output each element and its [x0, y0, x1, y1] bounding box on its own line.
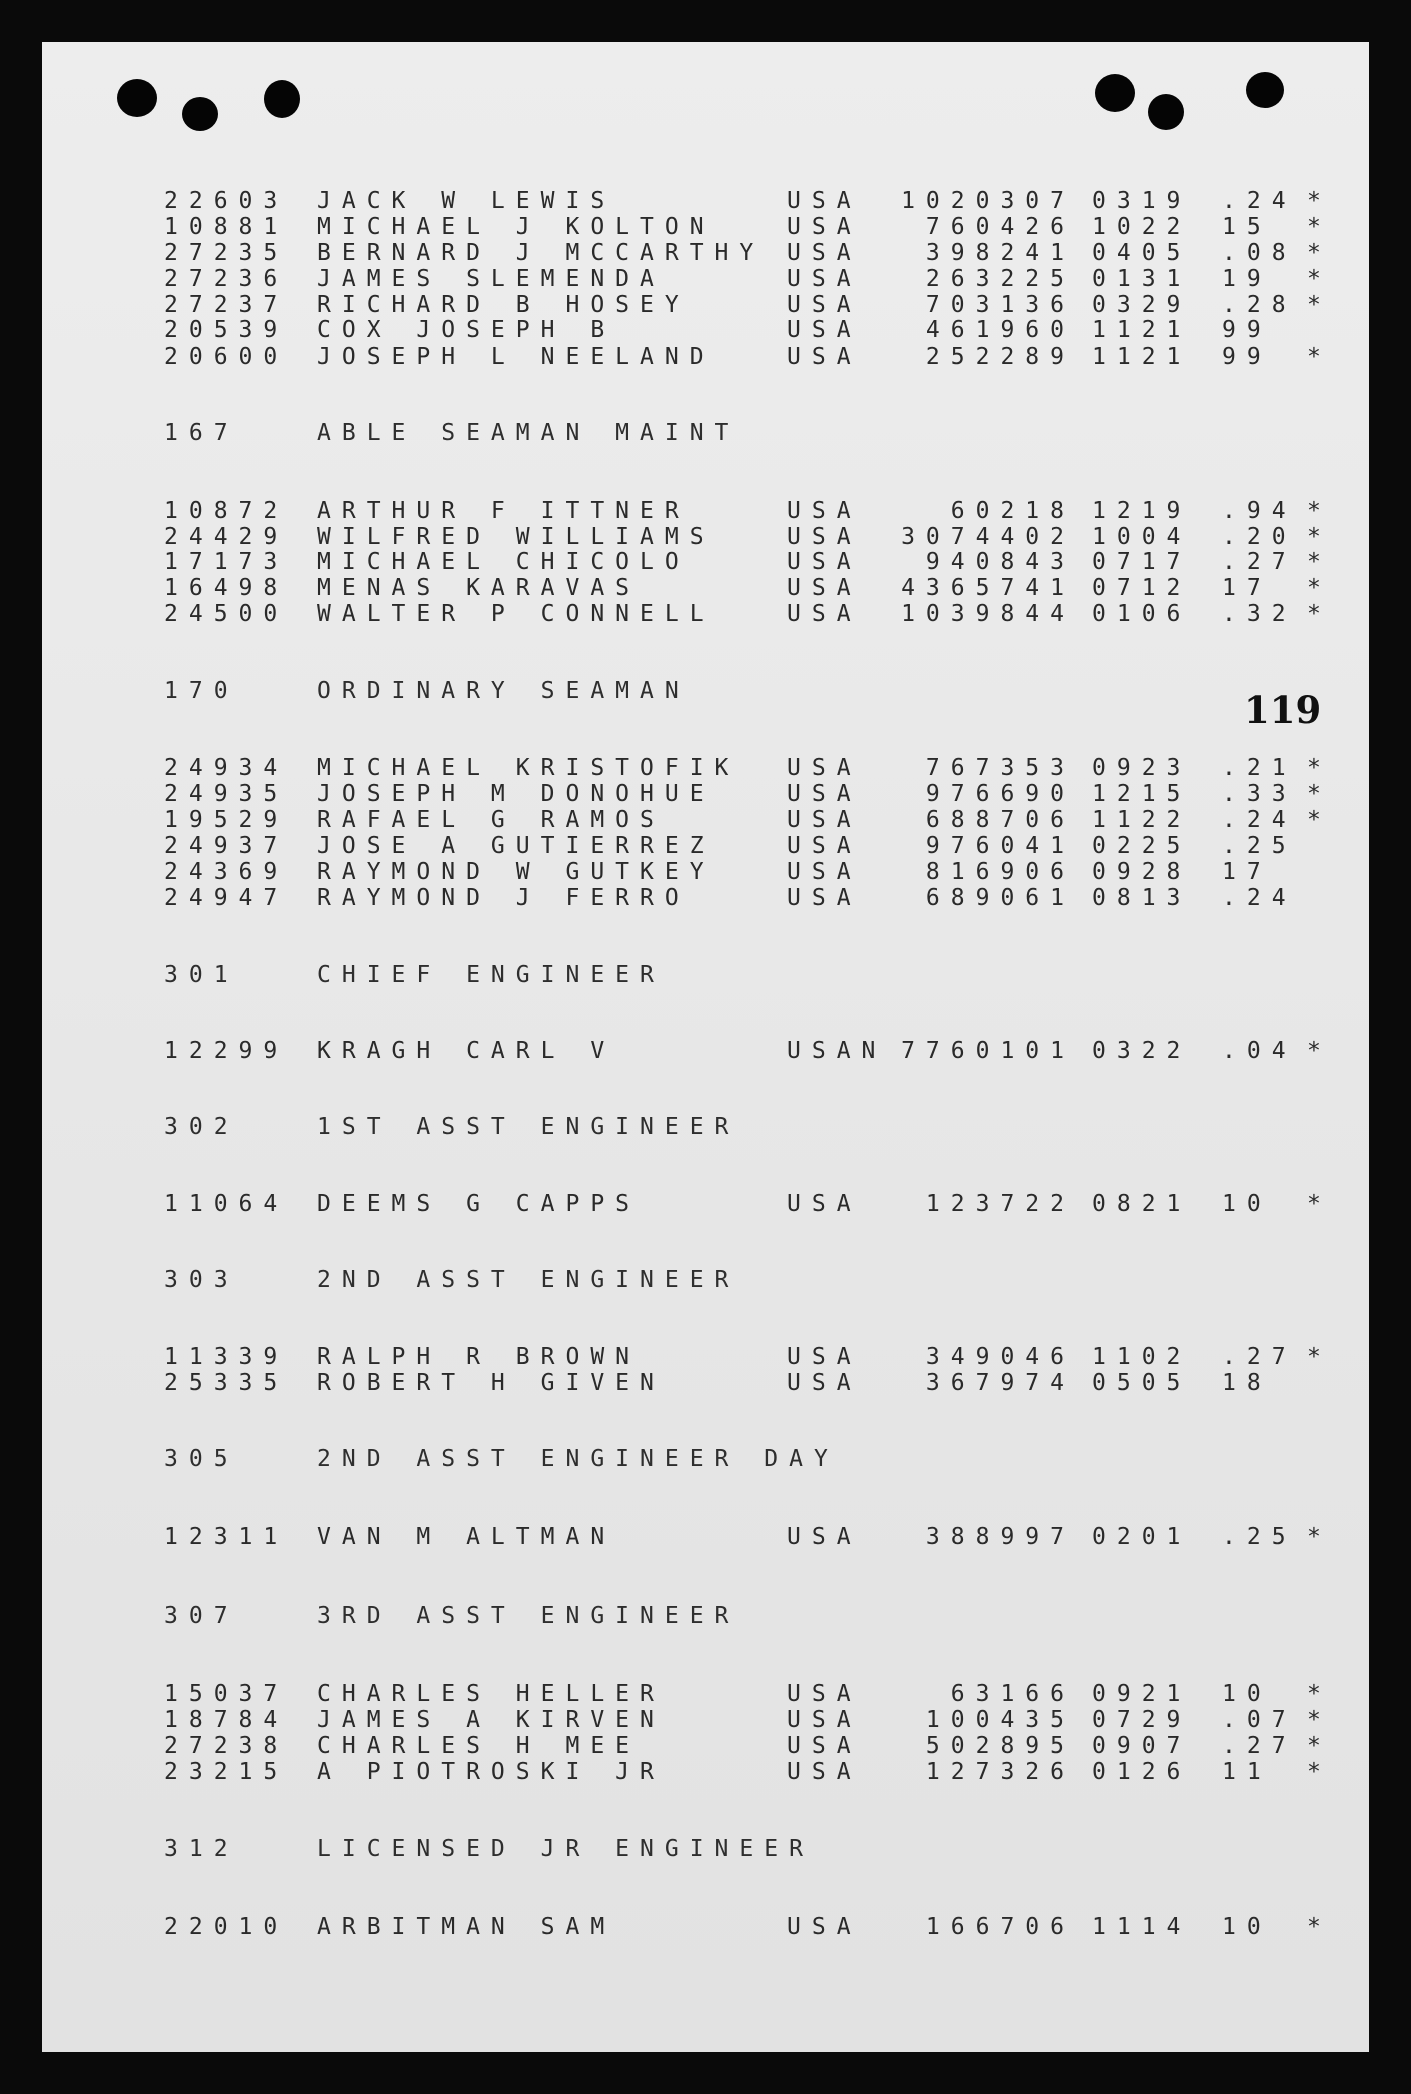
- crew-id: 12311: [164, 1524, 289, 1550]
- crew-number: 63166: [950, 1681, 1075, 1707]
- punch-hole: [1148, 94, 1184, 130]
- crew-code: 0821: [1092, 1191, 1192, 1217]
- section-title: LICENSED JR ENGINEER: [317, 1836, 814, 1862]
- crew-id: 24500: [164, 601, 289, 627]
- crew-id: 12299: [164, 1038, 289, 1064]
- section-title: 3RD ASST ENGINEER: [317, 1603, 740, 1629]
- section-title: CHIEF ENGINEER: [317, 962, 665, 988]
- crew-rate: 99: [1222, 344, 1272, 370]
- crew-flag: *: [1307, 524, 1321, 550]
- crew-id: 15037: [164, 1681, 289, 1707]
- crew-id: 11064: [164, 1191, 289, 1217]
- crew-nationality: USA: [787, 781, 862, 807]
- crew-code: 1114: [1092, 1914, 1192, 1940]
- crew-nationality: USA: [787, 1707, 862, 1733]
- crew-flag: *: [1307, 1524, 1321, 1550]
- crew-flag: *: [1307, 1707, 1321, 1733]
- crew-rate: 15: [1222, 214, 1272, 240]
- crew-code: 0505: [1092, 1370, 1192, 1396]
- crew-name: MICHAEL CHICOLO: [317, 549, 690, 575]
- crew-name: RALPH R BROWN: [317, 1344, 641, 1370]
- crew-flag: *: [1307, 755, 1321, 781]
- crew-flag: *: [1307, 549, 1321, 575]
- crew-name: MICHAEL KRISTOFIK: [317, 755, 740, 781]
- crew-rate: 10: [1222, 1914, 1272, 1940]
- crew-code: 1121: [1092, 344, 1192, 370]
- crew-id: 27236: [164, 266, 289, 292]
- crew-nationality: USA: [787, 240, 862, 266]
- crew-rate: .04: [1222, 1038, 1297, 1064]
- punch-hole: [1246, 72, 1284, 108]
- crew-code: 0907: [1092, 1733, 1192, 1759]
- crew-name: RAFAEL G RAMOS: [317, 807, 665, 833]
- crew-code: 0405: [1092, 240, 1192, 266]
- crew-rate: .27: [1222, 1733, 1297, 1759]
- crew-rate: 99: [1222, 317, 1272, 343]
- crew-nationality: USA: [787, 1524, 862, 1550]
- crew-code: 0717: [1092, 549, 1192, 575]
- crew-rate: 11: [1222, 1759, 1272, 1785]
- crew-id: 24937: [164, 833, 289, 859]
- crew-id: 11339: [164, 1344, 289, 1370]
- crew-id: 17173: [164, 549, 289, 575]
- section-code: 170: [164, 678, 239, 704]
- crew-flag: *: [1307, 601, 1321, 627]
- crew-number: 7760101: [901, 1038, 1075, 1064]
- crew-nationality: USA: [787, 1733, 862, 1759]
- crew-name: WILFRED WILLIAMS: [317, 524, 715, 550]
- punch-hole: [264, 80, 300, 118]
- crew-id: 24369: [164, 859, 289, 885]
- crew-number: 461960: [925, 317, 1075, 343]
- crew-nationality: USA: [787, 885, 862, 911]
- crew-nationality: USA: [787, 317, 862, 343]
- crew-rate: 19: [1222, 266, 1272, 292]
- crew-nationality: USA: [787, 1370, 862, 1396]
- crew-name: JAMES SLEMENDA: [317, 266, 665, 292]
- crew-flag: *: [1307, 188, 1321, 214]
- crew-number: 398241: [925, 240, 1075, 266]
- crew-code: 0329: [1092, 292, 1192, 318]
- crew-rate: .21: [1222, 755, 1297, 781]
- crew-name: RAYMOND J FERRO: [317, 885, 690, 911]
- crew-nationality: USAN: [787, 1038, 887, 1064]
- crew-number: 767353: [925, 755, 1075, 781]
- punch-hole: [182, 97, 218, 131]
- crew-code: 1121: [1092, 317, 1192, 343]
- crew-id: 19529: [164, 807, 289, 833]
- section-code: 167: [164, 420, 239, 446]
- crew-code: 0106: [1092, 601, 1192, 627]
- crew-number: 3074402: [901, 524, 1075, 550]
- crew-flag: *: [1307, 1733, 1321, 1759]
- crew-flag: *: [1307, 1681, 1321, 1707]
- crew-name: RAYMOND W GUTKEY: [317, 859, 715, 885]
- crew-code: 1122: [1092, 807, 1192, 833]
- crew-flag: *: [1307, 575, 1321, 601]
- crew-name: BERNARD J MCCARTHY: [317, 240, 765, 266]
- crew-nationality: USA: [787, 292, 862, 318]
- crew-rate: .24: [1222, 807, 1297, 833]
- crew-nationality: USA: [787, 549, 862, 575]
- crew-name: CHARLES HELLER: [317, 1681, 665, 1707]
- crew-name: DEEMS G CAPPS: [317, 1191, 641, 1217]
- punch-hole: [1095, 74, 1135, 112]
- crew-number: 502895: [925, 1733, 1075, 1759]
- crew-name: RICHARD B HOSEY: [317, 292, 690, 318]
- crew-nationality: USA: [787, 807, 862, 833]
- crew-rate: .32: [1222, 601, 1297, 627]
- crew-nationality: USA: [787, 1344, 862, 1370]
- crew-rate: .25: [1222, 1524, 1297, 1550]
- crew-name: WALTER P CONNELL: [317, 601, 715, 627]
- crew-rate: .24: [1222, 885, 1297, 911]
- crew-code: 1102: [1092, 1344, 1192, 1370]
- crew-id: 16498: [164, 575, 289, 601]
- crew-id: 24429: [164, 524, 289, 550]
- crew-name: VAN M ALTMAN: [317, 1524, 616, 1550]
- crew-nationality: USA: [787, 188, 862, 214]
- crew-id: 20600: [164, 344, 289, 370]
- crew-rate: .33: [1222, 781, 1297, 807]
- crew-code: 0225: [1092, 833, 1192, 859]
- page-number: 119: [1244, 688, 1322, 732]
- crew-number: 976690: [925, 781, 1075, 807]
- crew-name: KRAGH CARL V: [317, 1038, 616, 1064]
- crew-rate: .27: [1222, 1344, 1297, 1370]
- crew-id: 27235: [164, 240, 289, 266]
- crew-number: 263225: [925, 266, 1075, 292]
- crew-id: 10881: [164, 214, 289, 240]
- crew-nationality: USA: [787, 214, 862, 240]
- crew-number: 689061: [925, 885, 1075, 911]
- crew-flag: *: [1307, 781, 1321, 807]
- crew-number: 60218: [950, 498, 1075, 524]
- crew-name: A PIOTROSKI JR: [317, 1759, 665, 1785]
- crew-id: 27237: [164, 292, 289, 318]
- crew-rate: 10: [1222, 1681, 1272, 1707]
- crew-code: 1022: [1092, 214, 1192, 240]
- crew-name: MENAS KARAVAS: [317, 575, 641, 601]
- crew-flag: *: [1307, 266, 1321, 292]
- crew-nationality: USA: [787, 1681, 862, 1707]
- crew-flag: *: [1307, 344, 1321, 370]
- crew-number: 976041: [925, 833, 1075, 859]
- crew-code: 0126: [1092, 1759, 1192, 1785]
- crew-nationality: USA: [787, 755, 862, 781]
- crew-flag: *: [1307, 1344, 1321, 1370]
- section-title: 1ST ASST ENGINEER: [317, 1114, 740, 1140]
- crew-flag: *: [1307, 1038, 1321, 1064]
- crew-nationality: USA: [787, 344, 862, 370]
- section-title: ORDINARY SEAMAN: [317, 678, 690, 704]
- crew-rate: 17: [1222, 859, 1272, 885]
- crew-name: CHARLES H MEE: [317, 1733, 641, 1759]
- crew-id: 22010: [164, 1914, 289, 1940]
- crew-code: 1215: [1092, 781, 1192, 807]
- crew-name: JOSE A GUTIERREZ: [317, 833, 715, 859]
- crew-nationality: USA: [787, 601, 862, 627]
- punch-hole: [117, 79, 157, 117]
- crew-number: 123722: [925, 1191, 1075, 1217]
- crew-rate: .28: [1222, 292, 1297, 318]
- crew-number: 127326: [925, 1759, 1075, 1785]
- crew-flag: *: [1307, 1759, 1321, 1785]
- section-code: 302: [164, 1114, 239, 1140]
- section-code: 303: [164, 1267, 239, 1293]
- crew-rate: .27: [1222, 549, 1297, 575]
- crew-code: 0322: [1092, 1038, 1192, 1064]
- crew-number: 1020307: [901, 188, 1075, 214]
- crew-id: 10872: [164, 498, 289, 524]
- section-code: 312: [164, 1836, 239, 1862]
- crew-code: 1219: [1092, 498, 1192, 524]
- crew-name: JACK W LEWIS: [317, 188, 616, 214]
- crew-name: ARTHUR F ITTNER: [317, 498, 690, 524]
- crew-number: 816906: [925, 859, 1075, 885]
- crew-code: 1004: [1092, 524, 1192, 550]
- crew-code: 0921: [1092, 1681, 1192, 1707]
- crew-flag: *: [1307, 292, 1321, 318]
- crew-nationality: USA: [787, 1914, 862, 1940]
- crew-nationality: USA: [787, 859, 862, 885]
- crew-nationality: USA: [787, 266, 862, 292]
- crew-rate: .25: [1222, 833, 1297, 859]
- crew-id: 24935: [164, 781, 289, 807]
- crew-code: 0712: [1092, 575, 1192, 601]
- crew-id: 20539: [164, 317, 289, 343]
- crew-number: 100435: [925, 1707, 1075, 1733]
- crew-rate: 17: [1222, 575, 1272, 601]
- crew-flag: *: [1307, 214, 1321, 240]
- crew-nationality: USA: [787, 1759, 862, 1785]
- crew-rate: 18: [1222, 1370, 1272, 1396]
- section-title: 2ND ASST ENGINEER: [317, 1267, 740, 1293]
- crew-code: 0928: [1092, 859, 1192, 885]
- crew-number: 703136: [925, 292, 1075, 318]
- section-title: 2ND ASST ENGINEER DAY: [317, 1446, 839, 1472]
- crew-id: 25335: [164, 1370, 289, 1396]
- crew-code: 0131: [1092, 266, 1192, 292]
- crew-code: 0319: [1092, 188, 1192, 214]
- crew-name: ARBITMAN SAM: [317, 1914, 616, 1940]
- crew-flag: *: [1307, 1191, 1321, 1217]
- crew-rate: .08: [1222, 240, 1297, 266]
- crew-number: 760426: [925, 214, 1075, 240]
- crew-flag: *: [1307, 807, 1321, 833]
- crew-id: 18784: [164, 1707, 289, 1733]
- section-code: 305: [164, 1446, 239, 1472]
- crew-nationality: USA: [787, 1191, 862, 1217]
- crew-rate: 10: [1222, 1191, 1272, 1217]
- crew-number: 166706: [925, 1914, 1075, 1940]
- crew-id: 27238: [164, 1733, 289, 1759]
- crew-code: 0813: [1092, 885, 1192, 911]
- crew-name: MICHAEL J KOLTON: [317, 214, 715, 240]
- crew-name: COX JOSEPH B: [317, 317, 616, 343]
- section-title: ABLE SEAMAN MAINT: [317, 420, 740, 446]
- crew-number: 367974: [925, 1370, 1075, 1396]
- crew-number: 1039844: [901, 601, 1075, 627]
- crew-name: JAMES A KIRVEN: [317, 1707, 665, 1733]
- crew-number: 252289: [925, 344, 1075, 370]
- crew-code: 0201: [1092, 1524, 1192, 1550]
- crew-id: 24947: [164, 885, 289, 911]
- crew-number: 940843: [925, 549, 1075, 575]
- crew-code: 0923: [1092, 755, 1192, 781]
- section-code: 301: [164, 962, 239, 988]
- crew-id: 24934: [164, 755, 289, 781]
- crew-nationality: USA: [787, 575, 862, 601]
- crew-flag: *: [1307, 240, 1321, 266]
- crew-name: JOSEPH M DONOHUE: [317, 781, 715, 807]
- crew-rate: .20: [1222, 524, 1297, 550]
- crew-number: 688706: [925, 807, 1075, 833]
- document-sheet: [42, 42, 1369, 2052]
- crew-number: 349046: [925, 1344, 1075, 1370]
- crew-code: 0729: [1092, 1707, 1192, 1733]
- crew-id: 22603: [164, 188, 289, 214]
- crew-nationality: USA: [787, 524, 862, 550]
- crew-nationality: USA: [787, 833, 862, 859]
- crew-number: 388997: [925, 1524, 1075, 1550]
- crew-rate: .94: [1222, 498, 1297, 524]
- section-code: 307: [164, 1603, 239, 1629]
- crew-number: 4365741: [901, 575, 1075, 601]
- crew-name: ROBERT H GIVEN: [317, 1370, 665, 1396]
- crew-nationality: USA: [787, 498, 862, 524]
- crew-rate: .24: [1222, 188, 1297, 214]
- crew-id: 23215: [164, 1759, 289, 1785]
- crew-flag: *: [1307, 498, 1321, 524]
- crew-rate: .07: [1222, 1707, 1297, 1733]
- crew-flag: *: [1307, 1914, 1321, 1940]
- crew-name: JOSEPH L NEELAND: [317, 344, 715, 370]
